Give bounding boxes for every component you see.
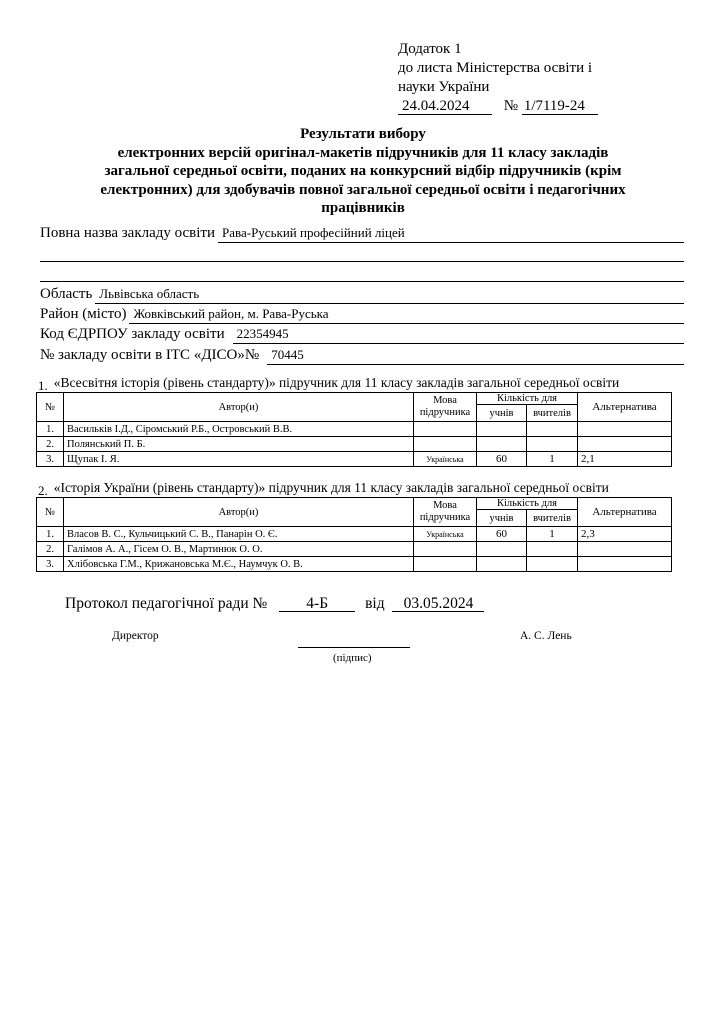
section-2-table	[36, 497, 672, 572]
director-position: Директор	[112, 630, 159, 642]
appendix-number: 1/7119-24	[522, 99, 598, 115]
header-teachers: вчителів	[527, 510, 578, 527]
section-2-number: 2.	[38, 483, 48, 498]
row-teachers: 1	[527, 452, 578, 467]
row-no: 3.	[37, 452, 64, 467]
row-language: Українська	[414, 527, 477, 542]
header-alternative: Альтернатива	[578, 393, 672, 422]
title-line-2: електронних версій оригінал-макетів підручників для 11 класу закладів	[117, 144, 609, 161]
blank-line-2	[40, 281, 684, 282]
director-name: А. С. Лень	[520, 630, 572, 642]
header-alternative: Альтернатива	[578, 498, 672, 527]
table-row	[37, 527, 672, 542]
district-field	[40, 305, 684, 324]
row-students	[477, 557, 527, 572]
section-1-title: «Всесвітня історія (рівень стандарту)» підручник для 11 класу закладів загальної середньої освіти	[53, 375, 620, 390]
section-2-heading	[38, 480, 609, 496]
header-language-line-1: Мова	[433, 395, 457, 406]
appendix-line-3: науки України	[398, 79, 490, 95]
row-alternative	[578, 542, 672, 557]
row-authors: Щупак І. Я.	[64, 452, 414, 467]
row-alternative	[578, 422, 672, 437]
diso-label: № закладу освіти в ІТС «ДІСО»№	[40, 347, 260, 363]
row-authors: Галімов А. А., Гісем О. В., Мартинюк О. О.	[64, 542, 414, 557]
signature-line	[298, 647, 410, 648]
section-1-heading	[38, 375, 619, 391]
table-row	[37, 437, 672, 452]
region-value: Львівська область	[95, 286, 684, 304]
section-2-title: «Історія України (рівень стандарту)» підручник для 11 класу закладів загальної середньої освіти	[53, 480, 609, 495]
title-line-1: Результати вибору	[300, 126, 426, 142]
title-line-4: електронних) для здобувачів повної загальної середньої освіти і педагогічних	[100, 181, 626, 198]
row-no: 2.	[37, 437, 64, 452]
signature-caption: (підпис)	[333, 652, 372, 664]
header-language	[414, 393, 477, 422]
title-line-3: загальної середньої освіти, поданих на конкурсний відбір підручників (крім	[104, 163, 622, 179]
table-row	[37, 557, 672, 572]
row-alternative	[578, 557, 672, 572]
row-authors: Власов В. С., Кульчицький С. В., Панарін О. Є.	[64, 527, 414, 542]
row-language	[414, 437, 477, 452]
row-no: 1.	[37, 527, 64, 542]
header-language-line-1: Мова	[433, 500, 457, 511]
protocol-from-label: від	[365, 595, 385, 612]
district-label: Район (місто)	[40, 306, 127, 322]
row-alternative: 2,1	[578, 452, 672, 467]
row-language	[414, 422, 477, 437]
region-field	[40, 285, 684, 304]
header-students: учнів	[477, 510, 527, 527]
table-row	[37, 452, 672, 467]
section-1-number: 1.	[38, 378, 48, 393]
row-language: Українська	[414, 452, 477, 467]
table-row	[37, 422, 672, 437]
header-authors: Автор(и)	[64, 498, 414, 527]
row-students: 60	[477, 452, 527, 467]
title-line-5: працівників	[321, 200, 405, 216]
protocol-label: Протокол педагогічної ради №	[65, 595, 268, 612]
protocol-line	[65, 595, 484, 613]
document-title	[40, 125, 686, 218]
protocol-date: 03.05.2024	[392, 596, 484, 612]
table-row	[37, 542, 672, 557]
appendix-number-sign: №	[503, 98, 519, 114]
blank-line-1	[40, 261, 684, 262]
edrpou-value: 22354945	[233, 326, 684, 344]
header-teachers: вчителів	[527, 405, 578, 422]
district-value: Жовківський район, м. Рава-Руська	[129, 306, 684, 324]
row-no: 1.	[37, 422, 64, 437]
row-alternative	[578, 437, 672, 452]
protocol-number: 4-Б	[279, 596, 355, 612]
row-no: 2.	[37, 542, 64, 557]
row-teachers	[527, 422, 578, 437]
appendix-line-2: до листа Міністерства освіти і	[398, 60, 593, 76]
row-alternative: 2,3	[578, 527, 672, 542]
appendix-reference	[398, 97, 598, 116]
appendix-date: 24.04.2024	[398, 99, 492, 115]
header-language-line-2: підручника	[419, 512, 471, 523]
table-header-row	[37, 498, 672, 510]
header-authors: Автор(и)	[64, 393, 414, 422]
row-language	[414, 557, 477, 572]
row-students	[477, 437, 527, 452]
section-1-table	[36, 392, 672, 467]
header-language-line-2: підручника	[419, 407, 471, 418]
row-authors: Васильків І.Д., Сіромський Р.Б., Островський В.В.	[64, 422, 414, 437]
header-students: учнів	[477, 405, 527, 422]
row-teachers: 1	[527, 527, 578, 542]
institution-label: Повна назва закладу освіти	[40, 225, 216, 241]
appendix-line-1: Додаток 1	[398, 41, 462, 57]
header-quantity: Кількість для	[477, 498, 578, 510]
edrpou-field	[40, 325, 684, 344]
region-label: Область	[40, 286, 93, 302]
diso-value: 70445	[267, 347, 684, 365]
row-language	[414, 542, 477, 557]
table-header-row	[37, 393, 672, 405]
row-teachers	[527, 557, 578, 572]
row-students	[477, 422, 527, 437]
institution-value: Рава-Руський професійний ліцей	[218, 225, 684, 243]
edrpou-label: Код ЄДРПОУ закладу освіти	[40, 326, 225, 342]
row-students: 60	[477, 527, 527, 542]
row-authors: Полянський П. Б.	[64, 437, 414, 452]
row-teachers	[527, 542, 578, 557]
header-language	[414, 498, 477, 527]
header-quantity: Кількість для	[477, 393, 578, 405]
row-students	[477, 542, 527, 557]
diso-field	[40, 346, 684, 365]
header-no: №	[37, 498, 64, 527]
institution-field	[40, 224, 684, 243]
appendix-block	[398, 40, 598, 116]
header-no: №	[37, 393, 64, 422]
row-teachers	[527, 437, 578, 452]
row-no: 3.	[37, 557, 64, 572]
row-authors: Хлібовська Г.М., Крижановська М.Є., Наумчук О. В.	[64, 557, 414, 572]
